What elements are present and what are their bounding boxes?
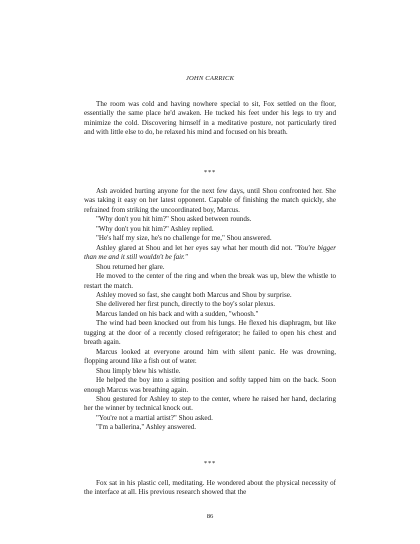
section-3 — [84, 479, 336, 498]
paragraph: The wind had been knocked out from his lungs. He flexed his diaphragm, but like tugging at the door of a recently closed refrigerator; he failed to open his chest and breath again. — [84, 319, 336, 347]
paragraph: "I'm a ballerina," Ashley answered. — [96, 423, 197, 432]
page-number: 86 — [206, 513, 214, 520]
paragraph: He helped the boy into a sitting position and softly tapped him on the back. Soon enough Marcus was breathing again. — [84, 376, 336, 394]
paragraph: "Why don't you hit him?" Ashley replied. — [96, 224, 214, 233]
paragraph: Fox sat in his plastic cell, meditating. He wondered about the physical necessity of the interface at all. His previous research showed that the — [84, 479, 336, 497]
paragraph: He moved to the center of the ring and when the break was up, blew the whistle to restart the match. — [84, 272, 336, 290]
paragraph: The room was cold and having nowhere special to sit, Fox settled on the floor, essentially the same place he'd awaken. He tucked his feet under his legs to try and minimize the cold. Discovering himself in a meditative posture, not particularly tired and with little else to do, he relaxed his mind and focused on his breath. — [84, 100, 336, 137]
scene-separator: *** — [203, 460, 217, 467]
paragraph-with-italic — [84, 244, 336, 263]
paragraph-text: Ashley glared at Shou and let her eyes say what her mouth did not. — [96, 243, 295, 252]
paragraph: "Why don't you hit him?" Shou asked between rounds. — [96, 215, 252, 224]
paragraph: Shou returned her glare. — [96, 262, 165, 271]
paragraph: Shou limply blew his whistle. — [96, 366, 181, 375]
paragraph: Marcus landed on his back and with a sudden, "whoosh." — [96, 309, 259, 318]
paragraph: Ashley moved so fast, she caught both Marcus and Shou by surprise. — [96, 290, 292, 299]
scene-separator: *** — [203, 169, 217, 176]
section-2 — [84, 187, 336, 433]
paragraph: Ash avoided hurting anyone for the next few days, until Shou confronted her. She was taking it easy on her latest opponent. Capable of finishing the match quickly, she refrained from striking the uncoordinated boy, Marcus. — [84, 187, 336, 214]
paragraph: "You're not a martial artist?" Shou asked. — [96, 413, 213, 422]
running-header: JOHN CARRICK — [185, 75, 235, 82]
paragraph: Marcus looked at everyone around him with silent panic. He was drowning, flopping around like a fish out of water. — [84, 347, 336, 366]
paragraph: She delivered her first punch, directly to the boy's solar plexus. — [96, 300, 275, 309]
paragraph: Shou gestured for Ashley to step to the center, where he raised her hand, declaring her the winner by technical knock out. — [84, 394, 336, 413]
paragraph: "He's half my size, he's no challenge for me," Shou answered. — [96, 234, 272, 243]
italic-quote: "You're bigger than me and it still wouldn't be fair." — [84, 243, 336, 262]
section-1 — [84, 100, 336, 138]
